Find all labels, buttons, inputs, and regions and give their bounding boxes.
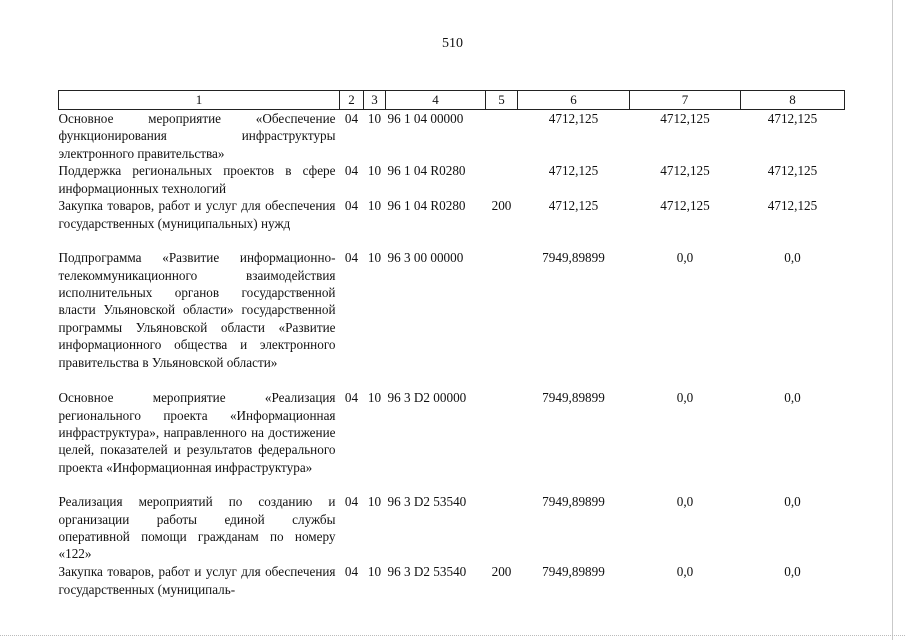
row-amount-6: 4712,125 — [548, 163, 599, 179]
row-expense-type — [486, 249, 518, 389]
row-section: 04 — [344, 163, 359, 179]
row-amount-7: 0,0 — [676, 390, 694, 406]
row-section: 04 — [344, 494, 359, 510]
header-col-7: 7 — [630, 91, 741, 110]
row-section: 04 — [344, 250, 359, 266]
row-subsection: 10 — [367, 111, 382, 126]
row-amount-7: 4712,125 — [660, 163, 710, 179]
row-amount-8: 4712,125 — [767, 111, 818, 126]
row-section: 04 — [344, 390, 359, 406]
row-subsection: 10 — [367, 250, 382, 266]
row-subsection: 10 — [367, 494, 382, 510]
row-amount-8: 0,0 — [784, 250, 801, 266]
row-subsection: 10 — [367, 390, 382, 406]
row-expense-type — [486, 493, 518, 563]
header-col-3: 3 — [364, 91, 386, 110]
row-amount-6: 4712,125 — [548, 111, 599, 126]
header-col-8: 8 — [741, 91, 845, 110]
row-name: Поддержка региональных проектов в сфере информационных технологий — [58, 163, 336, 196]
page-number: 510 — [442, 36, 463, 51]
row-name: Подпрограмма «Развитие информационно-телекоммуникационного взаимодействия исполнительных органов государственной власти Ульяновской области» государственной программы Ульяновской области «Развитие информационного общества и электронного правительства в Ульяновской области» — [58, 250, 336, 370]
row-amount-7: 0,0 — [676, 494, 694, 510]
row-expense-type — [486, 389, 518, 493]
row-expense-type: 200 — [491, 198, 512, 214]
table-row — [59, 493, 845, 563]
row-amount-7: 0,0 — [676, 250, 694, 266]
row-expense-type: 200 — [491, 564, 512, 580]
row-amount-6: 7949,89899 — [542, 390, 605, 406]
header-col-6: 6 — [518, 91, 630, 110]
row-expense-type — [486, 162, 518, 197]
row-name: Закупка товаров, работ и услуг для обеспечения государственных (муниципальных) нужд — [58, 198, 336, 231]
row-amount-8: 0,0 — [784, 494, 801, 510]
row-amount-6: 7949,89899 — [542, 250, 605, 266]
row-amount-8: 0,0 — [784, 564, 801, 580]
header-col-1: 1 — [59, 91, 340, 110]
row-subsection: 10 — [367, 163, 382, 179]
row-target-code: 96 3 00 00000 — [387, 250, 464, 266]
table-row — [59, 563, 845, 603]
table-row — [59, 110, 845, 163]
row-section: 04 — [344, 198, 359, 214]
row-amount-7: 0,0 — [676, 564, 694, 580]
row-name: Реализация мероприятий по созданию и организации работы единой службы оперативной помощи гражданам по номеру «122» — [58, 494, 336, 562]
row-target-code: 96 3 D2 53540 — [387, 564, 467, 580]
row-amount-7: 4712,125 — [660, 111, 710, 126]
row-expense-type — [486, 110, 518, 163]
row-amount-6: 4712,125 — [548, 198, 599, 214]
page-edge — [892, 0, 893, 640]
row-name: Основное мероприятие «Реализация регионального проекта «Информационная инфраструктура», направленного на достижение целей, показателей и результатов федерального проекта «Информационная инфраструктура» — [58, 390, 336, 475]
header-col-2: 2 — [340, 91, 364, 110]
row-target-code: 96 1 04 00000 — [387, 111, 464, 126]
header-row — [59, 91, 845, 110]
row-subsection: 10 — [367, 198, 382, 214]
row-amount-8: 4712,125 — [767, 198, 818, 214]
header-col-4: 4 — [386, 91, 486, 110]
table-row — [59, 389, 845, 493]
row-name: Закупка товаров, работ и услуг для обеспечения государственных (муниципаль- — [58, 564, 336, 597]
row-subsection: 10 — [367, 564, 382, 580]
row-amount-6: 7949,89899 — [542, 494, 605, 510]
row-target-code: 96 1 04 R0280 — [387, 163, 466, 179]
header-col-5: 5 — [486, 91, 518, 110]
table-row — [59, 162, 845, 197]
row-amount-7: 4712,125 — [660, 198, 710, 214]
row-amount-8: 4712,125 — [767, 163, 818, 179]
row-target-code: 96 3 D2 53540 — [387, 494, 467, 510]
row-amount-6: 7949,89899 — [542, 564, 605, 580]
footer-rule — [0, 634, 905, 636]
row-target-code: 96 1 04 R0280 — [387, 198, 466, 214]
budget-table — [58, 90, 845, 603]
table-row — [59, 249, 845, 389]
table-row — [59, 197, 845, 249]
row-section: 04 — [344, 111, 359, 126]
row-target-code: 96 3 D2 00000 — [387, 390, 467, 406]
row-section: 04 — [344, 564, 359, 580]
row-name: Основное мероприятие «Обеспечение функционирования инфраструктуры электронного правительства» — [58, 111, 336, 161]
row-amount-8: 0,0 — [784, 390, 801, 406]
